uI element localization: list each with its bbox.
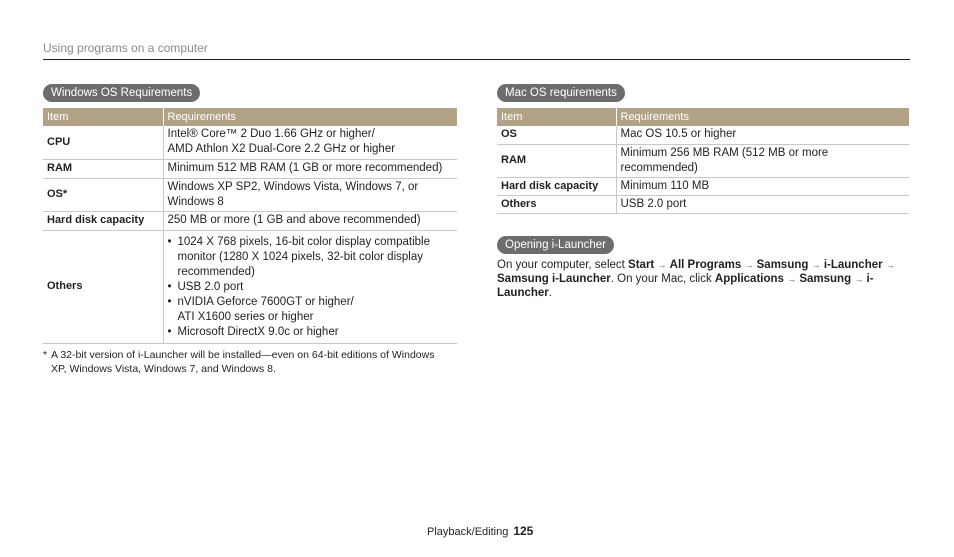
column-header-requirements: Requirements	[163, 108, 457, 126]
row-value-os: Mac OS 10.5 or higher	[616, 126, 909, 144]
instruction-text: On your computer, select	[497, 259, 629, 271]
arrow-icon: →	[885, 260, 895, 270]
row-value-others: USB 2.0 port	[616, 195, 909, 213]
value-line: Windows 8	[167, 195, 224, 208]
value-line: AMD Athlon X2 Dual-Core 2.2 GHz or higher	[167, 143, 396, 156]
row-item-os: OS	[497, 126, 616, 144]
instruction-text: . On your Mac, click	[610, 273, 715, 285]
value-line: Windows XP SP2, Windows Vista, Windows 7, or	[167, 180, 419, 193]
table-row	[43, 178, 457, 211]
row-item-others: Others	[497, 195, 616, 213]
row-item-ram: RAM	[43, 159, 163, 178]
footnote	[43, 348, 443, 376]
footnote-text: A 32-bit version of i-Launcher will be installed—even on 64-bit editions of Windows XP, Windows Vista, Windows 7, and Windows 8.	[51, 349, 435, 375]
table-row	[43, 126, 457, 159]
row-value-ram	[163, 159, 457, 178]
row-item-hard-disk: Hard disk capacity	[43, 211, 163, 230]
header-divider	[43, 59, 910, 60]
row-item-others: Others	[43, 230, 163, 343]
table-row	[43, 211, 457, 230]
mac-requirements-label: Mac OS requirements	[497, 84, 625, 102]
menu-path-applications: Applications	[714, 273, 784, 285]
menu-path-start: Start	[628, 259, 655, 271]
row-value-hard-disk: Minimum 110 MB	[616, 177, 909, 195]
column-header-requirements: Requirements	[616, 108, 909, 126]
bullet-item: • 1024 X 768 pixels, 16-bit color display compatible monitor (1280 X 1024 pixels, 32-bit color display recommended)	[168, 235, 454, 280]
row-value-cpu	[163, 126, 457, 159]
row-item-os: OS*	[43, 178, 163, 211]
arrow-icon: →	[744, 260, 754, 270]
table-row	[497, 144, 909, 177]
row-item-hard-disk: Hard disk capacity	[497, 177, 616, 195]
value-line: Intel® Core™ 2 Duo 1.66 GHz or higher/	[167, 128, 375, 141]
row-item-cpu: CPU	[43, 126, 163, 159]
table-row	[43, 230, 457, 343]
windows-requirements-table	[43, 108, 457, 344]
table-row	[43, 159, 457, 178]
value-line: Minimum 512 MB RAM (1 GB or more recommended)	[167, 162, 443, 174]
bullet-item: • Microsoft DirectX 9.0c or higher	[168, 325, 454, 340]
opening-instructions	[497, 258, 912, 300]
arrow-icon: →	[657, 260, 667, 270]
menu-path-samsung: Samsung	[756, 259, 809, 271]
page-footer	[427, 524, 533, 538]
footer-section: Playback/Editing	[427, 526, 509, 538]
page-header-title: Using programs on a computer	[43, 41, 208, 55]
footnote-mark: *	[43, 349, 48, 361]
bullet-item: • nVIDIA Geforce 7600GT or higher/ ATI X1600 series or higher	[168, 295, 454, 325]
arrow-icon: →	[811, 260, 821, 270]
row-item-ram: RAM	[497, 144, 616, 177]
table-row	[497, 126, 909, 144]
menu-path-mac-i-launcher: i-Launcher	[497, 273, 874, 299]
arrow-icon: →	[787, 274, 797, 284]
table-row	[497, 177, 909, 195]
bullet-item: • USB 2.0 port	[168, 280, 454, 295]
column-header-item: Item	[497, 108, 616, 126]
row-value-ram: Minimum 256 MB RAM (512 MB or more recommended)	[616, 144, 909, 177]
value-line: 250 MB or more (1 GB and above recommended)	[167, 214, 421, 226]
table-header-row	[43, 108, 457, 126]
row-value-others	[163, 230, 457, 343]
table-row	[497, 195, 909, 213]
menu-path-i-launcher: i-Launcher	[823, 259, 883, 271]
menu-path-all-programs: All Programs	[669, 259, 742, 271]
menu-path-mac-samsung: Samsung	[799, 273, 852, 285]
opening-i-launcher-label: Opening i-Launcher	[497, 236, 614, 254]
table-header-row	[497, 108, 909, 126]
row-value-hard-disk	[163, 211, 457, 230]
arrow-icon: →	[854, 274, 864, 284]
column-header-item: Item	[43, 108, 163, 126]
others-bullet-list	[168, 232, 454, 342]
instruction-text: .	[548, 287, 552, 299]
page-number: 125	[513, 524, 534, 538]
mac-requirements-table	[497, 108, 909, 214]
menu-path-samsung-i-launcher: Samsung i-Launcher	[497, 273, 611, 285]
row-value-os	[163, 178, 457, 211]
windows-requirements-label: Windows OS Requirements	[43, 84, 200, 102]
